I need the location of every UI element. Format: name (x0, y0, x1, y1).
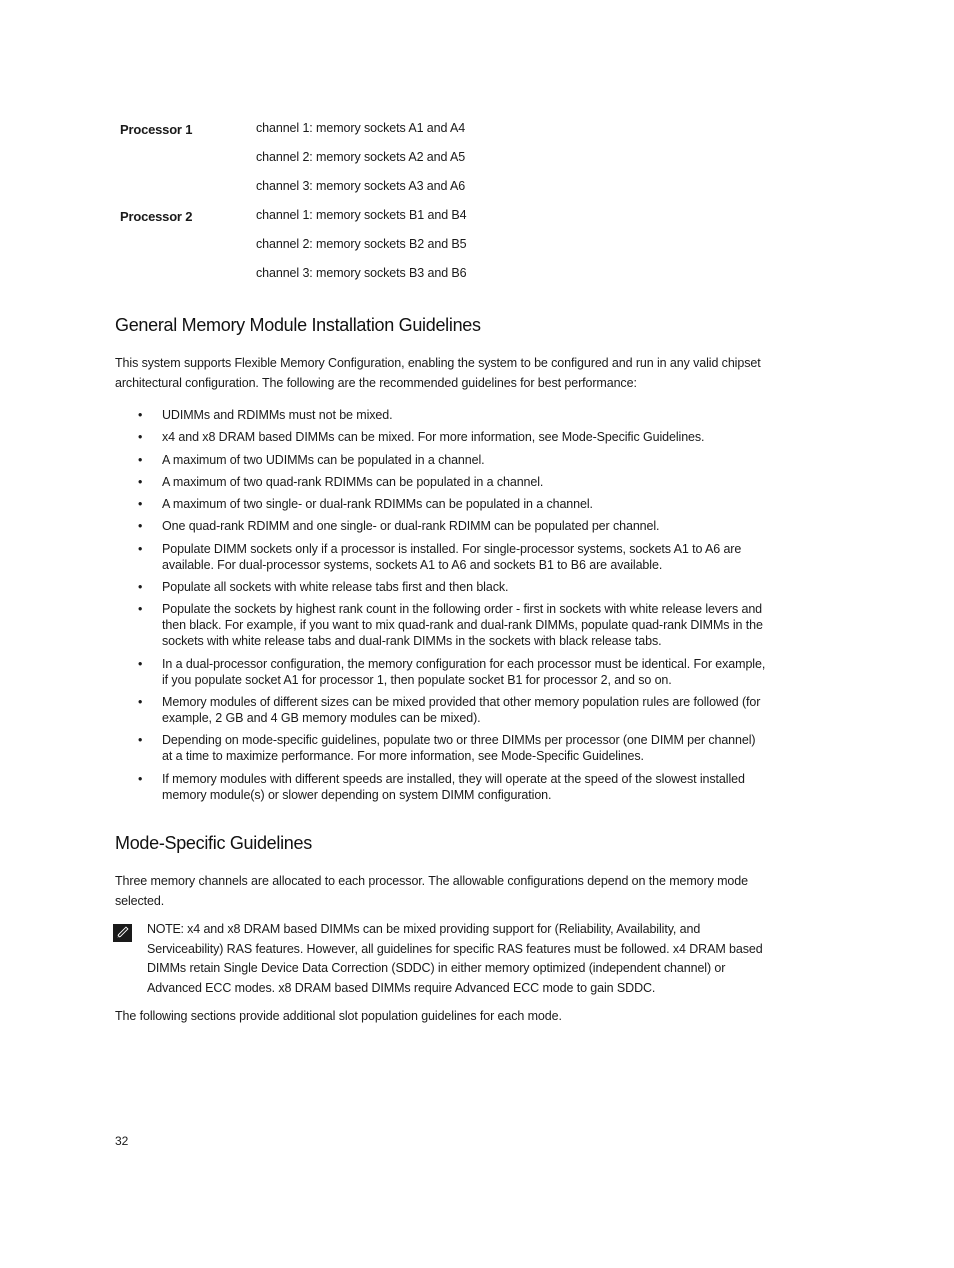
channel-sockets: channel 3: memory sockets A3 and A6 (256, 179, 466, 193)
list-item-text: One quad-rank RDIMM and one single- or dual-rank RDIMM can be populated per channel. (162, 519, 660, 534)
channel-sockets: channel 1: memory sockets A1 and A4 (256, 121, 466, 135)
channel-sockets: channel 1: memory sockets B1 and B4 (256, 208, 467, 222)
intro-line: selected. (115, 893, 165, 908)
page-number: 32 (115, 1134, 129, 1148)
list-item (138, 474, 818, 490)
bullet-dot-icon: • (138, 430, 143, 445)
list-item-text: at a time to maximize performance. For more information, see Mode-Specific Guidelines. (162, 749, 644, 764)
general-guidelines-intro (115, 354, 835, 393)
list-item (138, 656, 818, 688)
mode-specific-intro (115, 872, 835, 911)
list-item-text: Memory modules of different sizes can be mixed provided that other memory population rules are followed (for (162, 694, 761, 709)
processor-label (120, 177, 256, 180)
channel-sockets: channel 2: memory sockets A2 and A5 (256, 150, 466, 164)
processor-table-row (120, 235, 620, 264)
processor-label (120, 264, 256, 267)
bullet-dot-icon: • (138, 452, 143, 467)
list-item-text: if you populate socket A1 for processor 1, then populate socket B1 for processor 2, and so on. (162, 672, 672, 687)
list-item-text: Populate DIMM sockets only if a processor is installed. For single-processor systems, sockets A1 to A6 are (162, 541, 742, 556)
processor-table-row (120, 119, 620, 148)
list-item-text: available. For dual-processor systems, sockets A1 to A6 and sockets B1 to B6 are available. (162, 557, 663, 572)
bullet-dot-icon: • (138, 580, 143, 595)
bullet-dot-icon: • (138, 733, 143, 748)
processor-table-row (120, 177, 620, 206)
list-item (138, 579, 818, 595)
intro-line: This system supports Flexible Memory Configuration, enabling the system to be configured and run in any valid chipset (115, 356, 761, 370)
general-guidelines-heading: General Memory Module Installation Guidelines (115, 315, 481, 335)
list-item-text: example, 2 GB and 4 GB memory modules can be mixed). (162, 710, 481, 725)
mode-specific-heading: Mode-Specific Guidelines (115, 833, 312, 853)
list-item-text: In a dual-processor configuration, the memory configuration for each processor must be identical. For example, (162, 656, 766, 671)
channel-sockets: channel 2: memory sockets B2 and B5 (256, 237, 467, 251)
list-item (138, 601, 818, 649)
processor-table-row (120, 148, 620, 177)
bullet-dot-icon: • (138, 474, 143, 489)
bullet-dot-icon: • (138, 497, 143, 512)
list-item (138, 452, 818, 468)
bullet-dot-icon: • (138, 771, 143, 786)
list-item-text: A maximum of two single- or dual-rank RDIMMs can be populated in a channel. (162, 497, 593, 512)
list-item-text: Depending on mode-specific guidelines, populate two or three DIMMs per processor (one DIMM per channel) (162, 733, 756, 748)
processor-label (120, 235, 256, 238)
list-item-text: x4 and x8 DRAM based DIMMs can be mixed. For more information, see Mode-Specific Guidelines. (162, 430, 705, 445)
list-item-text: then black. For example, if you want to mix quad-rank and dual-rank DIMMs, populate quad-rank DIMMs in the (162, 618, 763, 633)
list-item-text: UDIMMs and RDIMMs must not be mixed. (162, 408, 393, 422)
mode-specific-outro: The following sections provide additional slot population guidelines for each mode. (115, 1009, 562, 1023)
note-label: NOTE: (147, 922, 184, 936)
note-line: x4 and x8 DRAM based DIMMs can be mixed providing support for (Reliability, Availability, and (183, 922, 701, 936)
list-item (138, 407, 818, 423)
note-text (147, 920, 811, 998)
bullet-dot-icon: • (138, 408, 143, 422)
list-item (138, 496, 818, 512)
note-line: Advanced ECC modes. x8 DRAM based DIMMs require Advanced ECC mode to gain SDDC. (147, 980, 656, 995)
list-item-text: A maximum of two UDIMMs can be populated in a channel. (162, 452, 485, 467)
list-item-text: memory module(s) or slower depending on system DIMM configuration. (162, 787, 552, 802)
bullet-dot-icon: • (138, 519, 143, 534)
processor-channel-table (120, 119, 620, 293)
list-item-text: If memory modules with different speeds are installed, they will operate at the speed of the slowest installed (162, 771, 745, 786)
list-item-text: A maximum of two quad-rank RDIMMs can be populated in a channel. (162, 474, 544, 489)
channel-sockets: channel 3: memory sockets B3 and B6 (256, 266, 467, 280)
processor-table-row (120, 206, 620, 235)
processor-table-row (120, 264, 620, 293)
intro-line: Three memory channels are allocated to each processor. The allowable configurations depend on the memory mode (115, 874, 748, 888)
note-line: Serviceability) RAS features. However, all guidelines for specific RAS features must be followed. x4 DRAM based (147, 941, 763, 956)
list-item (138, 732, 818, 764)
intro-line: architectural configuration. The following are the recommended guidelines for best performance: (115, 375, 637, 390)
list-item-text: Populate all sockets with white release tabs first and then black. (162, 580, 509, 595)
guidelines-list (138, 407, 818, 809)
bullet-dot-icon: • (138, 694, 143, 709)
list-item (138, 541, 818, 573)
processor-label (120, 148, 256, 151)
list-item (138, 429, 818, 445)
list-item (138, 694, 818, 726)
list-item (138, 518, 818, 534)
bullet-dot-icon: • (138, 541, 143, 556)
processor-label: Processor 2 (120, 209, 193, 224)
list-item-text: sockets with white release tabs and dual-rank DIMMs in the sockets with black release tabs. (162, 634, 662, 649)
bullet-dot-icon: • (138, 602, 143, 617)
processor-label: Processor 1 (120, 122, 193, 137)
list-item (138, 771, 818, 803)
list-item-text: Populate the sockets by highest rank count in the following order - first in sockets with white release levers and (162, 602, 763, 617)
pencil-note-icon (113, 923, 133, 943)
note-line: DIMMs retain Single Device Data Correction (SDDC) in either memory optimized (independent channel) or (147, 961, 726, 975)
bullet-dot-icon: • (138, 656, 143, 671)
